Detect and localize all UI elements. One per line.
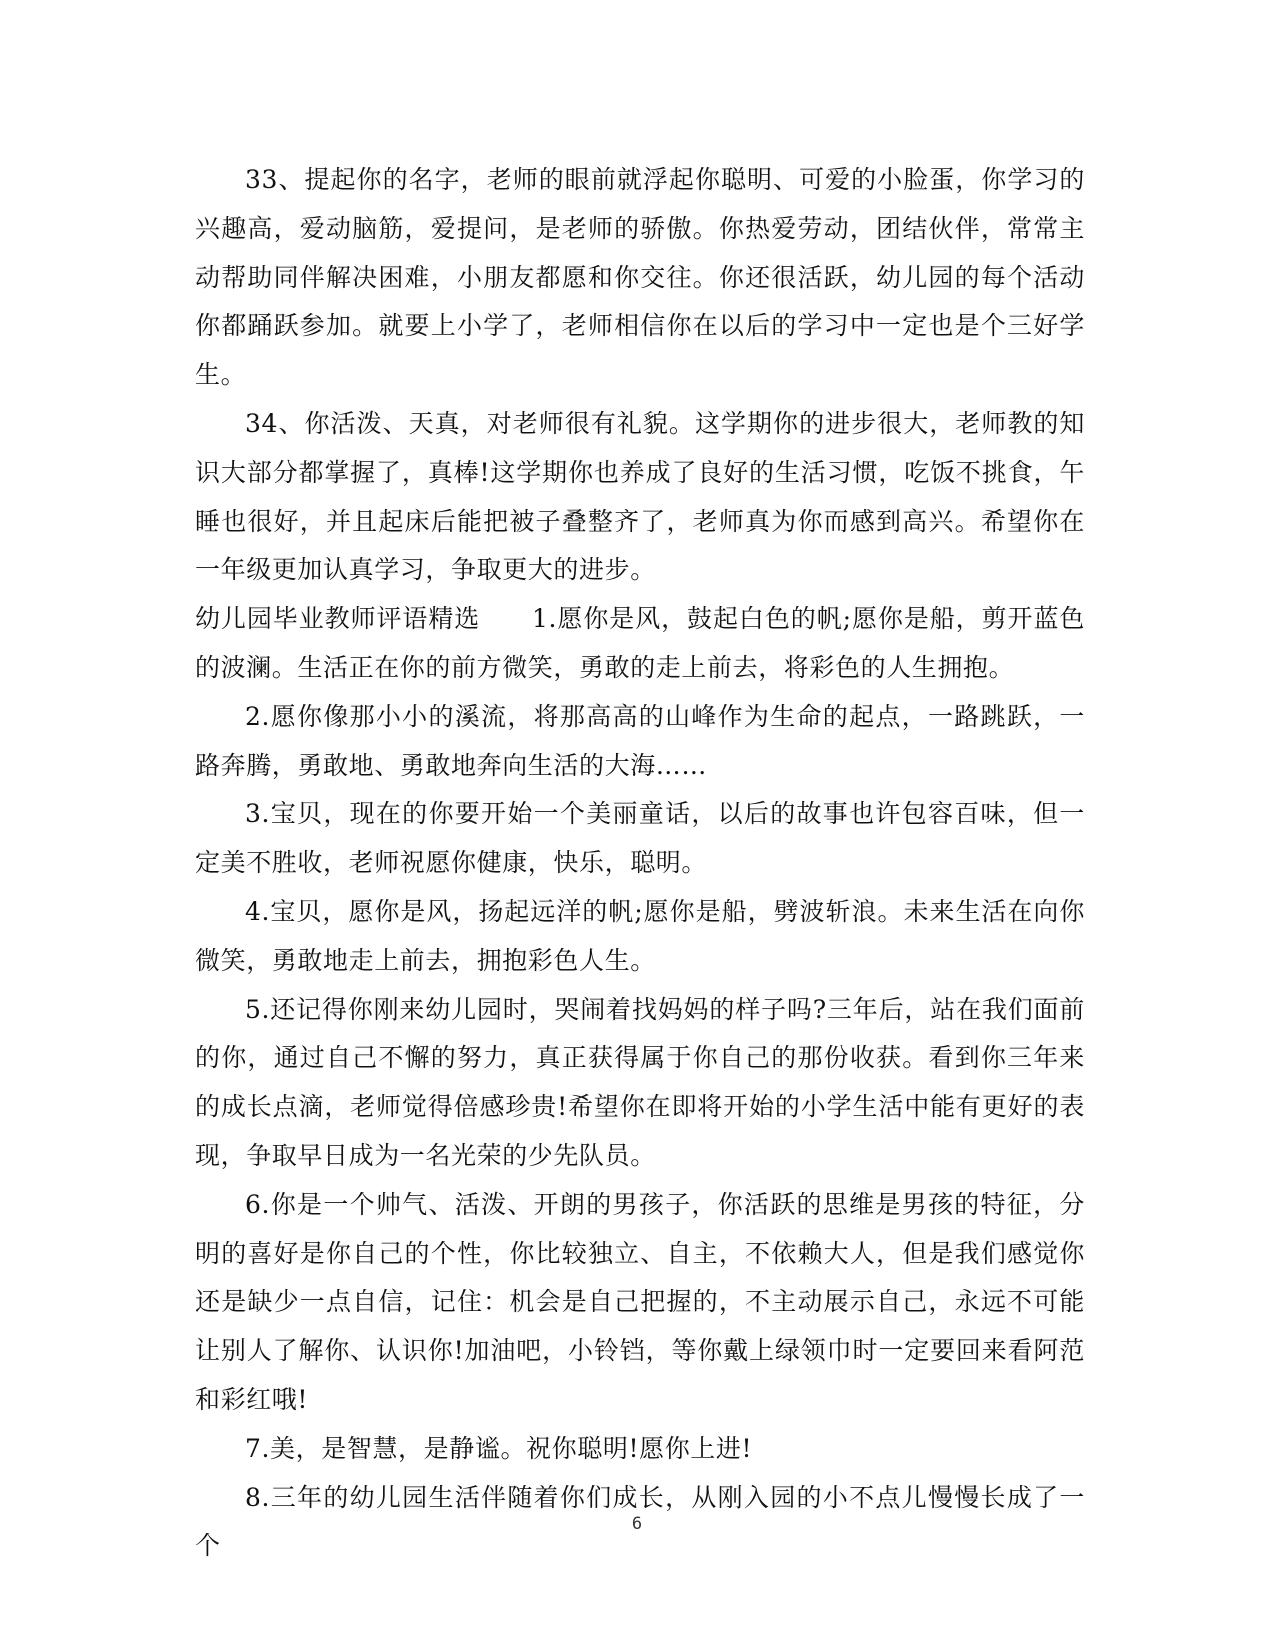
page-number: 6 [631, 1514, 643, 1534]
paragraph-item-4: 4.宝贝，愿你是风，扬起远洋的帆;愿你是船，劈波斩浪。未来生活在向你微笑，勇敢地走上前去，拥抱彩色人生。 [195, 896, 1085, 975]
document-body [195, 156, 1085, 1571]
paragraph-33: 33、提起你的名字，老师的眼前就浮起你聪明、可爱的小脸蛋，你学习的兴趣高，爱动脑筋，爱提问，是老师的骄傲。你热爱劳动，团结伙伴，常常主动帮助同伴解决困难，小朋友都愿和你交往。你还很活跃，幼儿园的每个活动你都踊跃参加。就要上小学了，老师相信你在以后的学习中一定也是个三好学生。 [195, 165, 1085, 390]
paragraph-item-3: 3.宝贝，现在的你要开始一个美丽童话，以后的故事也许包容百味，但一定美不胜收，老师祝愿你健康，快乐，聪明。 [195, 799, 1085, 878]
section-heading-paragraph: 幼儿园毕业教师评语精选 1.愿你是风，鼓起白色的帆;愿你是船，剪开蓝色的波澜。生活正在你的前方微笑，勇敢的走上前去，将彩色的人生拥抱。 [195, 604, 1085, 682]
paragraph-item-6: 6.你是一个帅气、活泼、开朗的男孩子，你活跃的思维是男孩的特征，分明的喜好是你自己的个性，你比较独立、自主，不依赖大人，但是我们感觉你还是缺少一点自信，记住：机会是自己把握的，不主动展示自己，永远不可能让别人了解你、认识你!加油吧，小铃铛，等你戴上绿领巾时一定要回来看阿范和彩红哦! [195, 1189, 1085, 1414]
paragraph-item-8: 8.三年的幼儿园生活伴随着你们成长，从刚入园的小不点儿慢慢长成了一个 [195, 1482, 1085, 1561]
paragraph-item-2: 2.愿你像那小小的溪流，将那高高的山峰作为生命的起点，一路跳跃，一路奔腾，勇敢地、勇敢地奔向生活的大海…… [195, 701, 1085, 780]
paragraph-34: 34、你活泼、天真，对老师很有礼貌。这学期你的进步很大，老师教的知识大部分都掌握了，真棒!这学期你也养成了良好的生活习惯，吃饭不挑食，午睡也很好，并且起床后能把被子叠整齐了，老师真为你而感到高兴。希望你在一年级更加认真学习，争取更大的进步。 [195, 408, 1085, 585]
paragraph-item-5: 5.还记得你刚来幼儿园时，哭闹着找妈妈的样子吗?三年后，站在我们面前的你，通过自己不懈的努力，真正获得属于你自己的那份收获。看到你三年来的成长点滴，老师觉得倍感珍贵!希望你在即将开始的小学生活中能有更好的表现，争取早日成为一名光荣的少先队员。 [195, 994, 1085, 1170]
paragraph-item-7: 7.美，是智慧，是静谧。祝你聪明!愿你上进! [245, 1433, 753, 1463]
